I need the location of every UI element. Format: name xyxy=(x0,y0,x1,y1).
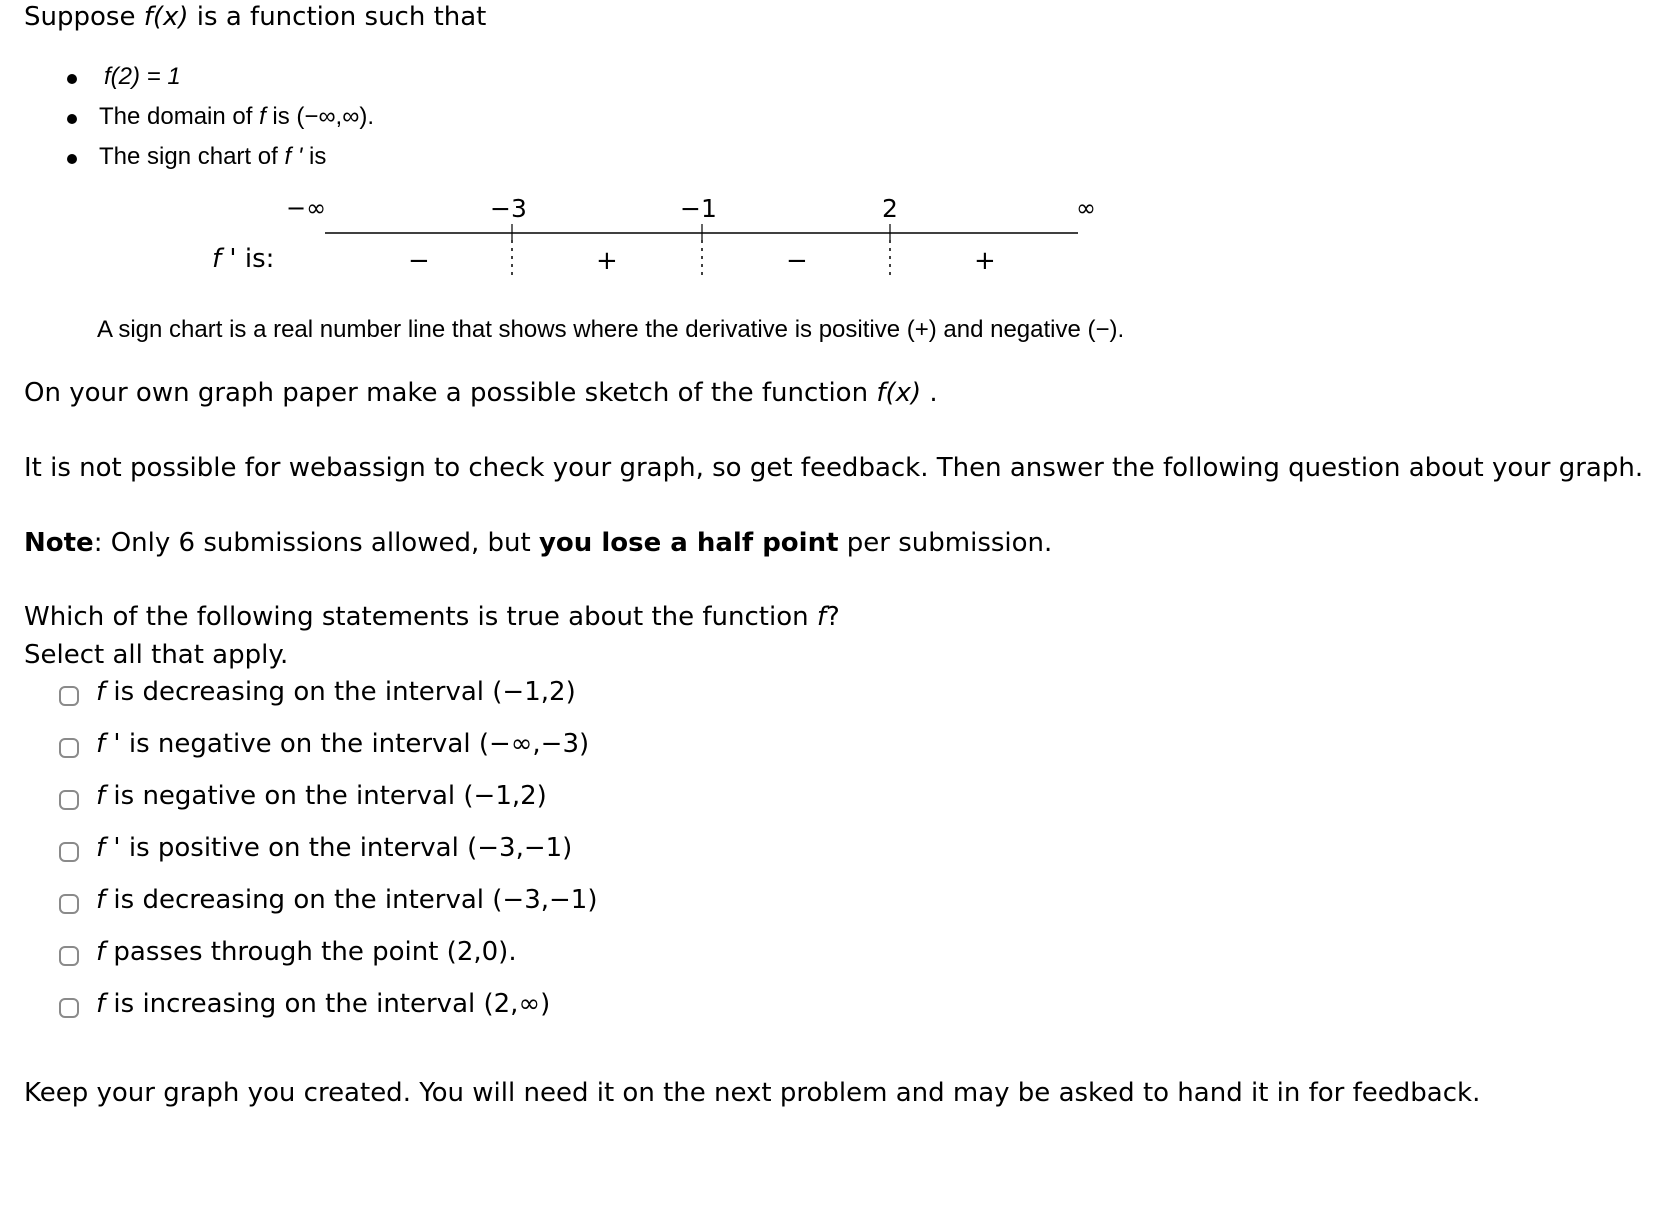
endpoint-label-right: ∞ xyxy=(1076,194,1096,222)
sign-positive: + xyxy=(974,246,996,276)
endpoint-label-left: −∞ xyxy=(286,194,327,222)
critical-point-label: −1 xyxy=(680,194,717,223)
sign-negative: − xyxy=(786,246,808,276)
choice-label[interactable]: f ' is negative on the interval (−∞,−3) xyxy=(96,729,590,759)
choice-checkbox[interactable] xyxy=(59,842,79,862)
sign-chart-note: A sign chart is a real number line that shows where the derivative is positive (+) and negative (−). xyxy=(97,316,1125,343)
question-instruction: Select all that apply. xyxy=(24,640,289,670)
question-text: Which of the following statements is true about the function f? xyxy=(24,602,840,632)
choice-label[interactable]: f is negative on the interval (−1,2) xyxy=(96,781,547,811)
choice-checkbox[interactable] xyxy=(59,738,79,758)
choice-label[interactable]: f is decreasing on the interval (−3,−1) xyxy=(96,885,598,915)
choice-label[interactable]: f is decreasing on the interval (−1,2) xyxy=(96,677,576,707)
choice-checkbox[interactable] xyxy=(59,894,79,914)
choice-label[interactable]: f passes through the point (2,0). xyxy=(96,937,517,967)
critical-point-label: 2 xyxy=(882,194,898,223)
critical-point-label: −3 xyxy=(490,194,527,223)
choice-checkbox[interactable] xyxy=(59,790,79,810)
intro-text: Suppose f(x) is a function such that xyxy=(24,2,487,32)
condition-item: The domain of f is (−∞,∞). xyxy=(99,103,374,130)
sign-positive: + xyxy=(596,246,618,276)
choice-checkbox[interactable] xyxy=(59,998,79,1018)
choice-label[interactable]: f is increasing on the interval (2,∞) xyxy=(96,989,551,1019)
condition-item: The sign chart of f ' is xyxy=(99,143,327,170)
feedback-text: It is not possible for webassign to check your graph, so get feedback. Then answer the following question about your graph. xyxy=(24,453,1644,483)
sign-negative: − xyxy=(408,246,430,276)
condition-item: f(2) = 1 xyxy=(104,63,181,90)
sketch-prompt: On your own graph paper make a possible sketch of the function f(x) . xyxy=(24,378,938,408)
choice-checkbox[interactable] xyxy=(59,946,79,966)
chart-row-label: f ' is: xyxy=(212,244,275,274)
note-text: Note: Only 6 submissions allowed, but you lose a half point per submission. xyxy=(24,528,1053,558)
choice-label[interactable]: f ' is positive on the interval (−3,−1) xyxy=(96,833,573,863)
footer-text: Keep your graph you created. You will need it on the next problem and may be asked to hand it in for feedback. xyxy=(24,1078,1481,1108)
choice-checkbox[interactable] xyxy=(59,686,79,706)
